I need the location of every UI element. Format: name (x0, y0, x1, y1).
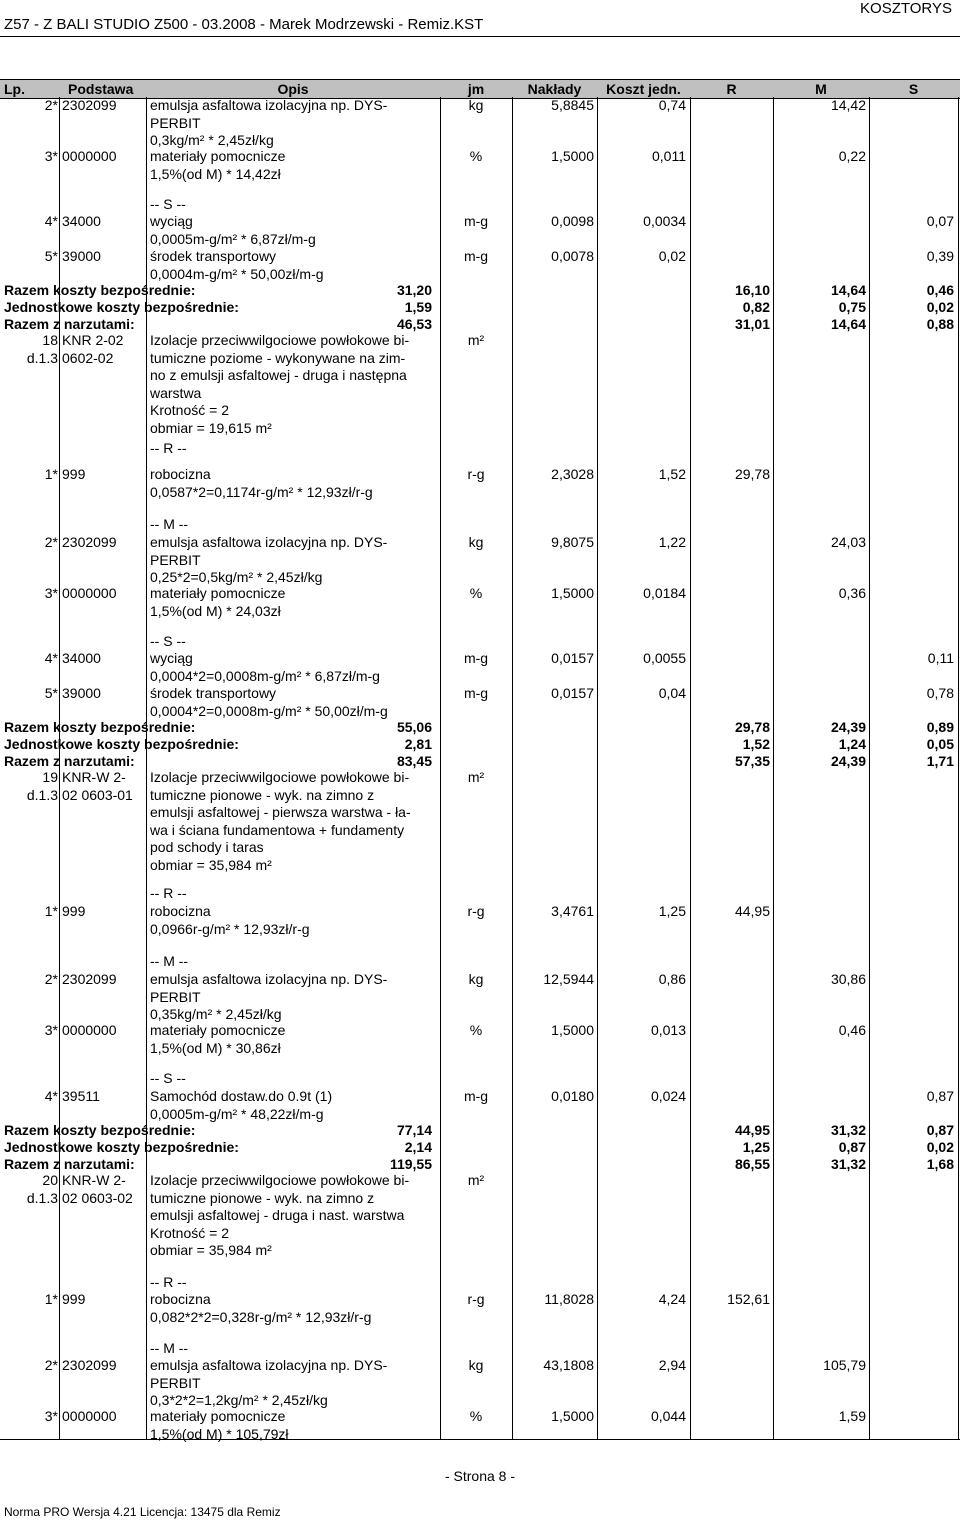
description-line: emulsja asfaltowa izolacyjna np. DYS- (150, 97, 388, 113)
item-r: 152,61 (727, 1291, 770, 1307)
column-header: S (908, 81, 919, 97)
position-description (150, 769, 440, 874)
item-lp: 2* (44, 1357, 58, 1373)
item-description (150, 1070, 440, 1088)
description-line: -- M -- (150, 1340, 189, 1356)
item-naklady: 0,0180 (551, 1088, 594, 1104)
item-koszt: 0,0055 (643, 650, 686, 666)
item-basis: 39000 (62, 248, 101, 264)
item-naklady: 0,0157 (551, 685, 594, 701)
position-unit: m² (467, 332, 485, 348)
description-line: wyciąg (150, 213, 193, 229)
item-lp: 2* (44, 97, 58, 113)
summary-m: 14,64 (830, 316, 866, 332)
item-naklady: 12,5944 (543, 971, 594, 987)
description-line: -- R -- (150, 1274, 187, 1290)
item-description (150, 1357, 440, 1410)
item-lp: 3* (44, 1408, 58, 1424)
summary-m: 1,24 (838, 736, 866, 752)
license-note: Norma PRO Wersja 4.21 Licencja: 13475 dla Remiz (4, 1505, 281, 1519)
summary-label: Razem z narzutami: (4, 316, 135, 332)
summary-m: 24,39 (830, 719, 866, 735)
description-line: 0,3*2*2=1,2kg/m² * 2,45zł/kg (150, 1392, 328, 1408)
item-unit: m-g (463, 685, 489, 701)
column-divider (958, 97, 959, 1439)
item-lp: 1* (44, 466, 58, 482)
item-lp: 3* (44, 1022, 58, 1038)
description-line: -- S -- (150, 196, 186, 212)
item-koszt: 0,011 (652, 148, 686, 164)
description-line: Krotność = 2 (150, 1224, 229, 1241)
summary-label: Razem z narzutami: (4, 1156, 135, 1172)
summary-r: 16,10 (734, 282, 770, 298)
position-description (150, 332, 440, 437)
item-koszt: 0,86 (658, 971, 686, 987)
item-description (150, 903, 440, 938)
description-line: 0,3kg/m² * 2,45zł/kg (150, 132, 274, 148)
description-line: -- M -- (150, 516, 189, 532)
description-line: 0,0966r-g/m² * 12,93zł/r-g (150, 920, 310, 937)
item-unit: kg (468, 1357, 484, 1373)
position-basis: 0602-02 (62, 350, 114, 366)
item-description (150, 1022, 440, 1057)
description-line: materiały pomocnicze (150, 1022, 286, 1038)
item-basis: 0000000 (62, 585, 117, 601)
summary-value: 46,53 (396, 316, 432, 332)
summary-value: 2,81 (404, 736, 432, 752)
summary-label: Razem z narzutami: (4, 753, 135, 769)
summary-m: 0,87 (838, 1139, 866, 1155)
item-lp: 4* (44, 650, 58, 666)
description-line: 0,25*2=0,5kg/m² * 2,45zł/kg (150, 569, 323, 585)
item-description (150, 650, 440, 685)
page-number: - Strona 8 - (444, 1468, 516, 1484)
item-unit: r-g (467, 466, 485, 482)
summary-value: 31,20 (396, 282, 432, 298)
description-line: materiały pomocnicze (150, 1408, 286, 1424)
column-header: Koszt jedn. (606, 81, 681, 97)
item-description (150, 585, 440, 620)
summary-m: 14,64 (830, 282, 866, 298)
item-basis: 2302099 (62, 97, 117, 113)
item-description (150, 1088, 440, 1123)
description-line: 0,0005m-g/m² * 48,22zł/m-g (150, 1105, 324, 1122)
description-line: Izolacje przeciwwilgociowe powłokowe bi- (150, 769, 410, 785)
description-line: emulsja asfaltowa izolacyjna np. DYS- (150, 971, 388, 987)
summary-r: 86,55 (734, 1156, 770, 1172)
summary-s: 0,05 (926, 736, 954, 752)
item-description (150, 1291, 440, 1326)
item-koszt: 0,04 (658, 685, 686, 701)
item-lp: 4* (44, 213, 58, 229)
table-bottom-border (0, 1439, 960, 1440)
description-line: -- R -- (150, 440, 187, 456)
description-line: tumiczne poziome - wykonywane na zim- (150, 349, 406, 366)
description-line: obmiar = 35,984 m² (150, 1242, 272, 1258)
summary-value: 2,14 (404, 1139, 432, 1155)
item-description (150, 516, 440, 534)
position-number: d.1.3 (26, 1190, 58, 1206)
description-line: no z emulsji asfaltowej - druga i następna (150, 367, 407, 383)
description-line: 0,082*2*2=0,328r-g/m² * 12,93zł/r-g (150, 1308, 372, 1325)
position-number: d.1.3 (26, 350, 58, 366)
description-line: 1,5%(od M) * 105,79zł (150, 1425, 289, 1442)
summary-s: 1,68 (926, 1156, 954, 1172)
summary-m: 31,32 (830, 1122, 866, 1138)
summary-s: 0,02 (926, 1139, 954, 1155)
description-line: robocizna (150, 1291, 211, 1307)
item-description (150, 466, 440, 501)
description-line: PERBIT (150, 114, 201, 131)
summary-r: 44,95 (734, 1122, 770, 1138)
item-lp: 5* (44, 248, 58, 264)
summary-value: 83,45 (396, 753, 432, 769)
description-line: robocizna (150, 903, 211, 919)
summary-value: 119,55 (389, 1156, 432, 1172)
item-basis: 34000 (62, 213, 101, 229)
item-description (150, 971, 440, 1024)
position-number: d.1.3 (26, 787, 58, 803)
summary-r: 1,52 (742, 736, 770, 752)
description-line: 0,0004*2=0,0008m-g/m² * 6,87zł/m-g (150, 667, 380, 684)
item-description (150, 633, 440, 651)
item-lp: 4* (44, 1088, 58, 1104)
summary-label: Razem koszty bezpośrednie: (4, 719, 196, 735)
item-description (150, 1274, 440, 1292)
item-m: 0,36 (838, 585, 866, 601)
item-m: 0,46 (838, 1022, 866, 1038)
item-m: 24,03 (830, 534, 866, 550)
item-description (150, 685, 440, 720)
item-koszt: 0,74 (658, 97, 686, 113)
position-description (150, 1172, 440, 1260)
item-naklady: 1,5000 (551, 1408, 594, 1424)
column-header: jm (467, 81, 485, 97)
item-naklady: 5,8845 (551, 97, 594, 113)
item-naklady: 2,3028 (551, 466, 594, 482)
column-header-bar (0, 79, 960, 99)
item-lp: 2* (44, 971, 58, 987)
item-naklady: 0,0098 (551, 213, 594, 229)
summary-s: 0,02 (926, 299, 954, 315)
column-divider (512, 97, 513, 1439)
item-lp: 1* (44, 1291, 58, 1307)
item-r: 29,78 (734, 466, 770, 482)
item-unit: m-g (463, 1088, 489, 1104)
item-unit: % (469, 1408, 483, 1424)
description-line: tumiczne pionowe - wyk. na zimno z (150, 786, 375, 803)
description-line: -- M -- (150, 953, 189, 969)
item-unit: % (469, 585, 483, 601)
summary-label: Jednostkowe koszty bezpośrednie: (4, 1139, 239, 1155)
item-unit: m-g (463, 213, 489, 229)
item-naklady: 0,0078 (551, 248, 594, 264)
column-header: M (815, 81, 827, 97)
item-lp: 1* (44, 903, 58, 919)
item-lp: 5* (44, 685, 58, 701)
description-line: wa i ściana fundamentowa + fundamenty (150, 821, 405, 838)
item-basis: 999 (62, 903, 86, 919)
item-description (150, 97, 440, 150)
item-koszt: 0,044 (650, 1408, 686, 1424)
summary-s: 0,46 (926, 282, 954, 298)
item-description (150, 148, 440, 183)
item-s: 0,11 (927, 650, 954, 666)
column-header: Nakłady (527, 81, 582, 97)
item-description (150, 885, 440, 903)
summary-s: 0,89 (926, 719, 954, 735)
item-lp: 3* (44, 148, 58, 164)
item-basis: 0000000 (62, 148, 117, 164)
header-subtitle: Z57 - Z BALI STUDIO Z500 - 03.2008 - Marek Modrzewski - Remiz.KST (4, 16, 484, 33)
item-koszt: 2,94 (658, 1357, 686, 1373)
item-unit: kg (468, 971, 484, 987)
summary-label: Razem koszty bezpośrednie: (4, 1122, 196, 1138)
description-line: Izolacje przeciwwilgociowe powłokowe bi- (150, 332, 410, 348)
description-line: robocizna (150, 466, 211, 482)
item-lp: 2* (44, 534, 58, 550)
item-s: 0,87 (926, 1088, 954, 1104)
item-unit: m-g (463, 248, 489, 264)
item-description (150, 440, 440, 458)
description-line: 0,0587*2=0,1174r-g/m² * 12,93zł/r-g (150, 483, 373, 500)
description-line: środek transportowy (150, 685, 277, 701)
item-unit: r-g (467, 903, 485, 919)
position-basis: 02 0603-02 (62, 1190, 133, 1206)
summary-value: 55,06 (396, 719, 432, 735)
description-line: emulsji asfaltowej - druga i nast. warstwa (150, 1207, 405, 1223)
item-lp: 3* (44, 585, 58, 601)
description-line: 1,5%(od M) * 30,86zł (150, 1039, 281, 1056)
column-divider (440, 97, 441, 1439)
item-unit: kg (468, 534, 484, 550)
description-line: -- S -- (150, 1070, 186, 1086)
description-line: tumiczne pionowe - wyk. na zimno z (150, 1189, 375, 1206)
item-m: 14,42 (830, 97, 866, 113)
column-header: R (726, 81, 737, 97)
summary-m: 24,39 (830, 753, 866, 769)
item-naklady: 0,0157 (551, 650, 594, 666)
position-number: 18 (42, 332, 58, 348)
item-description (150, 534, 440, 587)
item-koszt: 1,52 (658, 466, 686, 482)
header-title: KOSZTORYS (860, 0, 952, 17)
item-basis: 0000000 (62, 1408, 117, 1424)
description-line: 0,0004m-g/m² * 50,00zł/m-g (150, 265, 324, 282)
item-basis: 999 (62, 466, 86, 482)
column-header: Lp. (4, 81, 25, 97)
item-koszt: 4,24 (658, 1291, 686, 1307)
description-line: warstwa (150, 384, 202, 401)
position-basis: 02 0603-01 (62, 787, 133, 803)
summary-r: 31,01 (734, 316, 770, 332)
position-unit: m² (467, 1172, 485, 1188)
item-unit: % (469, 1022, 483, 1038)
summary-r: 57,35 (734, 753, 770, 769)
item-description (150, 213, 440, 248)
description-line: -- R -- (150, 885, 187, 901)
item-naklady: 9,8075 (551, 534, 594, 550)
description-line: 0,0004*2=0,0008m-g/m² * 50,00zł/m-g (150, 702, 388, 719)
position-unit: m² (467, 769, 485, 785)
item-m: 105,79 (823, 1357, 866, 1373)
description-line: Samochód dostaw.do 0.9t (1) (150, 1088, 333, 1104)
item-description (150, 196, 440, 214)
item-naklady: 1,5000 (551, 585, 594, 601)
item-basis: 39000 (62, 685, 101, 701)
item-naklady: 11,8028 (544, 1291, 594, 1307)
item-naklady: 1,5000 (551, 1022, 594, 1038)
item-koszt: 1,25 (658, 903, 686, 919)
item-basis: 39511 (62, 1088, 100, 1104)
item-koszt: 0,02 (658, 248, 686, 264)
description-line: Krotność = 2 (150, 402, 229, 418)
summary-value: 1,59 (404, 299, 432, 315)
summary-label: Razem koszty bezpośrednie: (4, 282, 196, 298)
column-header: Opis (277, 81, 309, 97)
item-s: 0,78 (926, 685, 954, 701)
summary-s: 0,87 (926, 1122, 954, 1138)
item-s: 0,07 (926, 213, 954, 229)
item-r: 44,95 (734, 903, 770, 919)
summary-r: 29,78 (734, 719, 770, 735)
item-basis: 0000000 (62, 1022, 117, 1038)
position-basis: KNR 2-02 (62, 332, 124, 348)
description-line: 1,5%(od M) * 14,42zł (150, 165, 281, 182)
item-description (150, 1340, 440, 1358)
item-basis: 2302099 (62, 534, 117, 550)
item-koszt: 0,013 (650, 1022, 686, 1038)
summary-m: 0,75 (838, 299, 866, 315)
item-description (150, 248, 440, 283)
position-basis: KNR-W 2- (62, 769, 126, 785)
item-s: 0,39 (926, 248, 954, 264)
item-unit: % (469, 148, 483, 164)
summary-label: Jednostkowe koszty bezpośrednie: (4, 736, 239, 752)
item-basis: 2302099 (62, 1357, 117, 1373)
item-unit: r-g (467, 1291, 485, 1307)
item-basis: 999 (62, 1291, 86, 1307)
summary-s: 0,88 (926, 316, 954, 332)
description-line: środek transportowy (150, 248, 277, 264)
summary-label: Jednostkowe koszty bezpośrednie: (4, 299, 239, 315)
item-naklady: 3,4761 (551, 903, 594, 919)
description-line: pod schody i taras (150, 839, 264, 855)
position-number: 19 (42, 769, 58, 785)
description-line: emulsja asfaltowa izolacyjna np. DYS- (150, 534, 388, 550)
description-line: Izolacje przeciwwilgociowe powłokowe bi- (150, 1172, 410, 1188)
item-koszt: 0,024 (650, 1088, 686, 1104)
item-naklady: 43,1808 (543, 1357, 594, 1373)
description-line: PERBIT (150, 551, 201, 568)
description-line: materiały pomocnicze (150, 585, 286, 601)
description-line: emulsja asfaltowa izolacyjna np. DYS- (150, 1357, 388, 1373)
item-m: 30,86 (830, 971, 866, 987)
item-naklady: 1,5000 (551, 148, 594, 164)
item-description (150, 953, 440, 971)
description-line: obmiar = 35,984 m² (150, 856, 272, 873)
item-unit: m-g (463, 650, 489, 666)
column-header: Podstawa (68, 81, 134, 97)
position-number: 20 (42, 1172, 58, 1188)
item-koszt: 1,22 (658, 534, 686, 550)
item-description (150, 1408, 440, 1443)
summary-value: 77,14 (396, 1122, 432, 1138)
header-divider (0, 36, 960, 37)
description-line: PERBIT (150, 988, 201, 1005)
item-basis: 34000 (62, 650, 101, 666)
column-divider (597, 97, 598, 1439)
summary-m: 31,32 (830, 1156, 866, 1172)
item-m: 0,22 (838, 148, 866, 164)
description-line: 0,35kg/m² * 2,45zł/kg (150, 1006, 282, 1022)
description-line: obmiar = 19,615 m² (150, 419, 272, 436)
description-line: PERBIT (150, 1374, 201, 1391)
summary-r: 0,82 (742, 299, 770, 315)
description-line: -- S -- (150, 633, 186, 649)
description-line: wyciąg (150, 650, 193, 666)
description-line: 0,0005m-g/m² * 6,87zł/m-g (150, 230, 316, 247)
item-unit: kg (468, 97, 484, 113)
item-koszt: 0,0184 (643, 585, 686, 601)
summary-r: 1,25 (742, 1139, 770, 1155)
item-basis: 2302099 (62, 971, 117, 987)
position-basis: KNR-W 2- (62, 1172, 126, 1188)
description-line: 1,5%(od M) * 24,03zł (150, 602, 281, 619)
item-koszt: 0,0034 (643, 213, 686, 229)
item-m: 1,59 (838, 1408, 866, 1424)
summary-s: 1,71 (926, 753, 954, 769)
description-line: materiały pomocnicze (150, 148, 286, 164)
description-line: emulsji asfaltowej - pierwsza warstwa - ła- (150, 804, 411, 820)
